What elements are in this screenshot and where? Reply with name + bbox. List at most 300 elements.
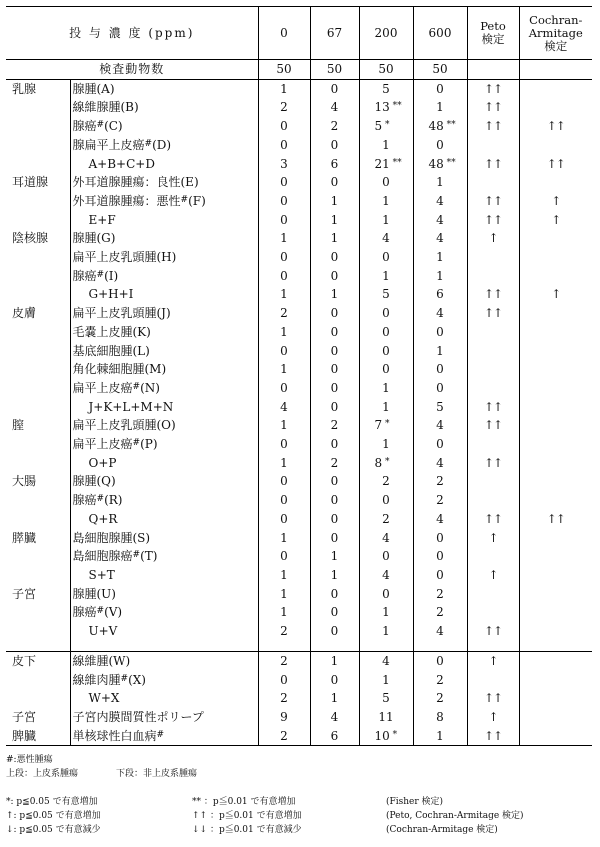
tumor-label: E+F [70, 211, 258, 230]
incidence-value: 1 [413, 342, 467, 361]
incidence-value: 0 [413, 651, 467, 670]
peto-result [467, 323, 519, 342]
legend-sig-a: *: p≦0.05 で有意増加 [6, 797, 98, 807]
tumor-label: 扁平上皮癌#(P) [70, 435, 258, 454]
incidence-value: 1 [413, 173, 467, 192]
incidence-value: 1 [258, 229, 310, 248]
cochran-armitage-result: ↑↑ [519, 117, 592, 136]
incidence-value: 0 [310, 360, 359, 379]
legend-sig-b: ↓↓ ：p≦0.01 で有意減少 [192, 825, 302, 835]
dose-200: 200 [359, 7, 413, 60]
incidence-value: 1 [310, 566, 359, 585]
incidence-value: 1 [413, 727, 467, 746]
animals-count: 50 [359, 60, 413, 80]
dose-600: 600 [413, 7, 467, 60]
tumor-label: 腺腫(A) [70, 79, 258, 98]
organ-label [6, 547, 70, 566]
table-row [6, 416, 592, 435]
peto-result [467, 267, 519, 286]
incidence-value: 0 [359, 323, 413, 342]
tumor-label: Q+R [70, 510, 258, 529]
incidence-value: 0 [258, 547, 310, 566]
tumor-label: 線維腺腫(B) [70, 98, 258, 117]
animals-examined-row [6, 60, 592, 80]
cochran-armitage-result [519, 603, 592, 622]
legend-sig-b: ↑↑ ：p≦0.01 で有意増加 [192, 811, 302, 821]
cochran-armitage-result [519, 304, 592, 323]
legend-test: (Cochran-Armitage 検定) [386, 825, 498, 835]
tumor-label: U+V [70, 622, 258, 641]
peto-result: ↑↑ [467, 454, 519, 473]
incidence-value: 1 [258, 323, 310, 342]
incidence-value: 2 [258, 622, 310, 641]
incidence-value: 0 [310, 491, 359, 510]
peto-result: ↑↑ [467, 398, 519, 417]
peto-result [467, 248, 519, 267]
incidence-value: 0 [359, 585, 413, 604]
incidence-value: 0 [310, 173, 359, 192]
incidence-value: 1 [258, 285, 310, 304]
tumor-label: G+H+I [70, 285, 258, 304]
table-row [6, 529, 592, 548]
organ-label [6, 622, 70, 641]
incidence-value: 0 [310, 622, 359, 641]
tumor-label: 腺扁平上皮癌#(D) [70, 136, 258, 155]
organ-label [6, 510, 70, 529]
incidence-value: 4 [413, 510, 467, 529]
organ-label: 膣 [12, 418, 25, 433]
peto-test-header: Peto 検定 [467, 7, 519, 60]
incidence-value: 48 ** [413, 155, 467, 174]
tumor-label: 腺腫(G) [70, 229, 258, 248]
dose-67: 67 [310, 7, 359, 60]
legend-test: (Peto, Cochran-Armitage 検定) [386, 811, 524, 821]
incidence-value: 2 [310, 454, 359, 473]
incidence-value: 0 [258, 491, 310, 510]
table-row [6, 491, 592, 510]
incidence-value: 0 [359, 342, 413, 361]
incidence-value: 1 [359, 267, 413, 286]
incidence-value: 0 [359, 304, 413, 323]
incidence-value: 0 [310, 342, 359, 361]
tumor-label: 扁平上皮乳頭腫(J) [70, 304, 258, 323]
peto-result: ↑↑ [467, 155, 519, 174]
peto-result [467, 671, 519, 690]
incidence-value: 21 ** [359, 155, 413, 174]
table-row [6, 727, 592, 746]
cochran-armitage-result [519, 491, 592, 510]
table-row [6, 472, 592, 491]
cochran-armitage-result [519, 416, 592, 435]
incidence-value: 0 [310, 603, 359, 622]
subtotal-row [6, 622, 592, 641]
footnotes [6, 752, 596, 842]
organ-label: 脾臓 [6, 727, 70, 746]
cochran-armitage-result [519, 98, 592, 117]
cochran-armitage-result: ↑ [519, 211, 592, 230]
peto-result: ↑ [467, 651, 519, 670]
organ-label [6, 285, 70, 304]
organ-label [6, 342, 70, 361]
lower-row-note: 下段：非上皮系腫瘍 [116, 769, 198, 779]
incidence-value: 2 [310, 416, 359, 435]
peto-result: ↑↑ [467, 211, 519, 230]
subtotal-row [6, 566, 592, 585]
incidence-value: 1 [359, 211, 413, 230]
cochran-armitage-result [519, 360, 592, 379]
tumor-label: 腺癌#(I) [70, 267, 258, 286]
peto-result: ↑↑ [467, 622, 519, 641]
incidence-value: 4 [359, 566, 413, 585]
incidence-value: 1 [258, 585, 310, 604]
incidence-value: 4 [413, 454, 467, 473]
table-row [6, 229, 592, 248]
incidence-value: 3 [258, 155, 310, 174]
incidence-value: 48 ** [413, 117, 467, 136]
legend-sig-a: ↓: p≦0.05 で有意減少 [6, 825, 101, 835]
incidence-value: 0 [258, 173, 310, 192]
legend-test: (Fisher 検定) [386, 797, 444, 807]
incidence-value: 1 [359, 435, 413, 454]
tumor-label: 腺腫(U) [70, 585, 258, 604]
table-row [6, 136, 592, 155]
incidence-value: 10 * [359, 727, 413, 746]
incidence-value: 8 [413, 708, 467, 727]
incidence-value: 0 [258, 379, 310, 398]
tumor-label: 基底細胞腫(L) [70, 342, 258, 361]
incidence-value: 0 [413, 529, 467, 548]
organ-label [6, 398, 70, 417]
cochran-armitage-result [519, 622, 592, 641]
subtotal-row [6, 211, 592, 230]
subtotal-row [6, 398, 592, 417]
incidence-value: 0 [258, 267, 310, 286]
peto-result [467, 360, 519, 379]
incidence-value: 4 [413, 304, 467, 323]
subtotal-row [6, 689, 592, 708]
incidence-value: 0 [258, 435, 310, 454]
incidence-value: 0 [310, 671, 359, 690]
incidence-value: 0 [258, 472, 310, 491]
table-row [6, 360, 592, 379]
incidence-value: 4 [310, 708, 359, 727]
incidence-value: 0 [359, 547, 413, 566]
organ-label: 膵臓 [12, 530, 37, 545]
peto-result [467, 379, 519, 398]
incidence-value: 0 [310, 79, 359, 98]
incidence-value: 0 [310, 379, 359, 398]
organ-label [6, 155, 70, 174]
peto-result: ↑ [467, 529, 519, 548]
cochran-armitage-result [519, 689, 592, 708]
organ-label: 耳道腺 [12, 175, 49, 190]
animals-count: 50 [310, 60, 359, 80]
peto-result [467, 603, 519, 622]
peto-result: ↑↑ [467, 304, 519, 323]
cochran-armitage-result [519, 547, 592, 566]
organ-label: 大腸 [12, 474, 37, 489]
incidence-value: 4 [413, 622, 467, 641]
peto-result: ↑↑ [467, 192, 519, 211]
tumor-label: 島細胞腺腫(S) [70, 529, 258, 548]
cochran-armitage-result [519, 136, 592, 155]
incidence-value: 1 [258, 79, 310, 98]
incidence-value: 4 [413, 192, 467, 211]
incidence-value: 0 [413, 136, 467, 155]
peto-result: ↑ [467, 566, 519, 585]
incidence-value: 0 [310, 529, 359, 548]
peto-result: ↑↑ [467, 416, 519, 435]
subtotal-row [6, 454, 592, 473]
incidence-value: 5 * [359, 117, 413, 136]
upper-row-note: 上段：上皮系腫瘍 [6, 769, 79, 779]
organ-label: 皮膚 [12, 306, 37, 321]
cochran-armitage-header: Cochran- Armitage 検定 [519, 7, 592, 60]
incidence-value: 0 [258, 136, 310, 155]
incidence-value: 9 [258, 708, 310, 727]
incidence-value: 1 [359, 622, 413, 641]
incidence-value: 1 [359, 603, 413, 622]
incidence-value: 1 [310, 229, 359, 248]
table-row [6, 435, 592, 454]
peto-result: ↑↑ [467, 98, 519, 117]
incidence-value: 5 [413, 398, 467, 417]
table-row [6, 585, 592, 604]
tumor-label: 腺腫(Q) [70, 472, 258, 491]
table-row [6, 651, 592, 670]
organ-label [6, 211, 70, 230]
table-row [6, 323, 592, 342]
incidence-value: 2 [413, 671, 467, 690]
tumor-label: 扁平上皮乳頭腫(O) [70, 416, 258, 435]
incidence-value: 4 [413, 416, 467, 435]
organ-label [6, 566, 70, 585]
cochran-armitage-result [519, 585, 592, 604]
cochran-armitage-result [519, 398, 592, 417]
cochran-armitage-result [519, 529, 592, 548]
incidence-value: 0 [310, 585, 359, 604]
incidence-value: 0 [310, 510, 359, 529]
incidence-value: 0 [258, 117, 310, 136]
cochran-armitage-result [519, 454, 592, 473]
incidence-value: 0 [258, 342, 310, 361]
incidence-value: 1 [359, 671, 413, 690]
incidence-value: 1 [258, 454, 310, 473]
cochran-armitage-result [519, 566, 592, 585]
tumor-label: O+P [70, 454, 258, 473]
organ-label [6, 603, 70, 622]
malignant-note: #:悪性腫瘍 [6, 755, 53, 765]
incidence-value: 0 [359, 248, 413, 267]
cochran-armitage-result: ↑ [519, 192, 592, 211]
subtotal-row [6, 285, 592, 304]
subtotal-row [6, 155, 592, 174]
peto-result: ↑↑ [467, 79, 519, 98]
incidence-value: 0 [258, 671, 310, 690]
incidence-value: 1 [310, 547, 359, 566]
incidence-value: 0 [413, 435, 467, 454]
animals-count: 50 [258, 60, 310, 80]
cochran-armitage-result [519, 79, 592, 98]
incidence-value: 4 [359, 529, 413, 548]
cochran-armitage-result: ↑↑ [519, 510, 592, 529]
cochran-armitage-result [519, 248, 592, 267]
incidence-value: 0 [413, 323, 467, 342]
tumor-label: 単核球性白血病# [70, 727, 258, 746]
peto-result [467, 547, 519, 566]
peto-result: ↑↑ [467, 727, 519, 746]
organ-label [6, 117, 70, 136]
peto-result [467, 136, 519, 155]
incidence-value: 0 [310, 472, 359, 491]
organ-label [6, 689, 70, 708]
table-row [6, 192, 592, 211]
incidence-value: 1 [413, 98, 467, 117]
organ-label [6, 192, 70, 211]
tumor-label: 角化棘細胞腫(M) [70, 360, 258, 379]
table-row [6, 248, 592, 267]
tumor-label: 腺癌#(R) [70, 491, 258, 510]
table-row [6, 98, 592, 117]
incidence-value: 5 [359, 285, 413, 304]
dose-0: 0 [258, 7, 310, 60]
table-row [6, 117, 592, 136]
tumor-label: 線維肉腫#(X) [70, 671, 258, 690]
incidence-value: 1 [258, 360, 310, 379]
organ-label [6, 136, 70, 155]
animals-count: 50 [413, 60, 467, 80]
tumor-label: W+X [70, 689, 258, 708]
peto-result: ↑ [467, 229, 519, 248]
incidence-value: 0 [413, 547, 467, 566]
incidence-value: 1 [258, 566, 310, 585]
table-row [6, 708, 592, 727]
incidence-value: 0 [258, 510, 310, 529]
incidence-value: 0 [359, 491, 413, 510]
table-row [6, 671, 592, 690]
incidence-value: 1 [310, 285, 359, 304]
incidence-value: 11 [359, 708, 413, 727]
incidence-value: 1 [359, 192, 413, 211]
dose-header-label: 投 与 濃 度 (ppm) [6, 7, 258, 60]
incidence-value: 2 [359, 472, 413, 491]
incidence-value: 1 [359, 398, 413, 417]
table-row [6, 547, 592, 566]
table-row [6, 342, 592, 361]
incidence-value: 1 [413, 267, 467, 286]
incidence-value: 0 [258, 248, 310, 267]
peto-result [467, 173, 519, 192]
incidence-value: 2 [310, 117, 359, 136]
incidence-value: 0 [310, 323, 359, 342]
cochran-armitage-result [519, 379, 592, 398]
incidence-value: 2 [258, 304, 310, 323]
incidence-value: 2 [413, 603, 467, 622]
tumor-label: 外耳道腺腫瘍：悪性#(F) [70, 192, 258, 211]
cochran-armitage-result [519, 651, 592, 670]
organ-label [6, 491, 70, 510]
peto-result [467, 342, 519, 361]
tumor-label: A+B+C+D [70, 155, 258, 174]
organ-label [6, 379, 70, 398]
incidence-value: 7 * [359, 416, 413, 435]
incidence-value: 0 [310, 267, 359, 286]
subtotal-row [6, 510, 592, 529]
cochran-armitage-result: ↑ [519, 285, 592, 304]
table-row [6, 173, 592, 192]
incidence-value: 1 [258, 603, 310, 622]
table-row [6, 379, 592, 398]
tumor-label: 外耳道腺腫瘍：良性(E) [70, 173, 258, 192]
organ-label: 子宮 [12, 709, 37, 724]
incidence-value: 0 [310, 398, 359, 417]
cochran-armitage-result [519, 267, 592, 286]
incidence-value: 8 * [359, 454, 413, 473]
incidence-value: 4 [413, 211, 467, 230]
incidence-value: 2 [258, 98, 310, 117]
section-separator [6, 641, 592, 652]
incidence-value: 4 [359, 229, 413, 248]
organ-label: 皮下 [12, 653, 37, 668]
tumor-label: 扁平上皮癌#(N) [70, 379, 258, 398]
incidence-value: 2 [359, 510, 413, 529]
incidence-value: 0 [413, 379, 467, 398]
cochran-armitage-result [519, 229, 592, 248]
incidence-value: 4 [258, 398, 310, 417]
incidence-value: 2 [258, 689, 310, 708]
incidence-value: 1 [258, 529, 310, 548]
organ-label: 乳腺 [12, 81, 37, 96]
incidence-value: 0 [413, 566, 467, 585]
peto-result [467, 472, 519, 491]
tumor-label: 島細胞腺癌#(T) [70, 547, 258, 566]
organ-label [6, 98, 70, 117]
cochran-armitage-result [519, 472, 592, 491]
incidence-value: 0 [359, 360, 413, 379]
tumor-label: 毛嚢上皮腫(K) [70, 323, 258, 342]
incidence-value: 0 [310, 136, 359, 155]
incidence-value: 6 [413, 285, 467, 304]
incidence-value: 0 [359, 173, 413, 192]
legend-sig-b: ** ：p≦0.01 で有意増加 [192, 797, 296, 807]
incidence-value: 0 [310, 248, 359, 267]
tumor-label: 線維腫(W) [70, 651, 258, 670]
peto-result: ↑↑ [467, 117, 519, 136]
incidence-value: 1 [359, 379, 413, 398]
incidence-value: 13 ** [359, 98, 413, 117]
peto-result [467, 491, 519, 510]
incidence-value: 0 [413, 360, 467, 379]
incidence-value: 0 [258, 192, 310, 211]
incidence-value: 1 [310, 211, 359, 230]
incidence-value: 1 [310, 651, 359, 670]
organ-label: 子宮 [12, 586, 37, 601]
organ-label [6, 435, 70, 454]
organ-label [6, 248, 70, 267]
incidence-value: 2 [413, 585, 467, 604]
incidence-value: 2 [258, 651, 310, 670]
incidence-value: 0 [310, 304, 359, 323]
tumor-label: 扁平上皮乳頭腫(H) [70, 248, 258, 267]
incidence-value: 5 [359, 689, 413, 708]
incidence-value: 6 [310, 727, 359, 746]
cochran-armitage-result: ↑↑ [519, 155, 592, 174]
tumor-label: J+K+L+M+N [70, 398, 258, 417]
incidence-value: 1 [310, 689, 359, 708]
organ-label [6, 454, 70, 473]
peto-result: ↑ [467, 708, 519, 727]
cochran-armitage-result [519, 671, 592, 690]
